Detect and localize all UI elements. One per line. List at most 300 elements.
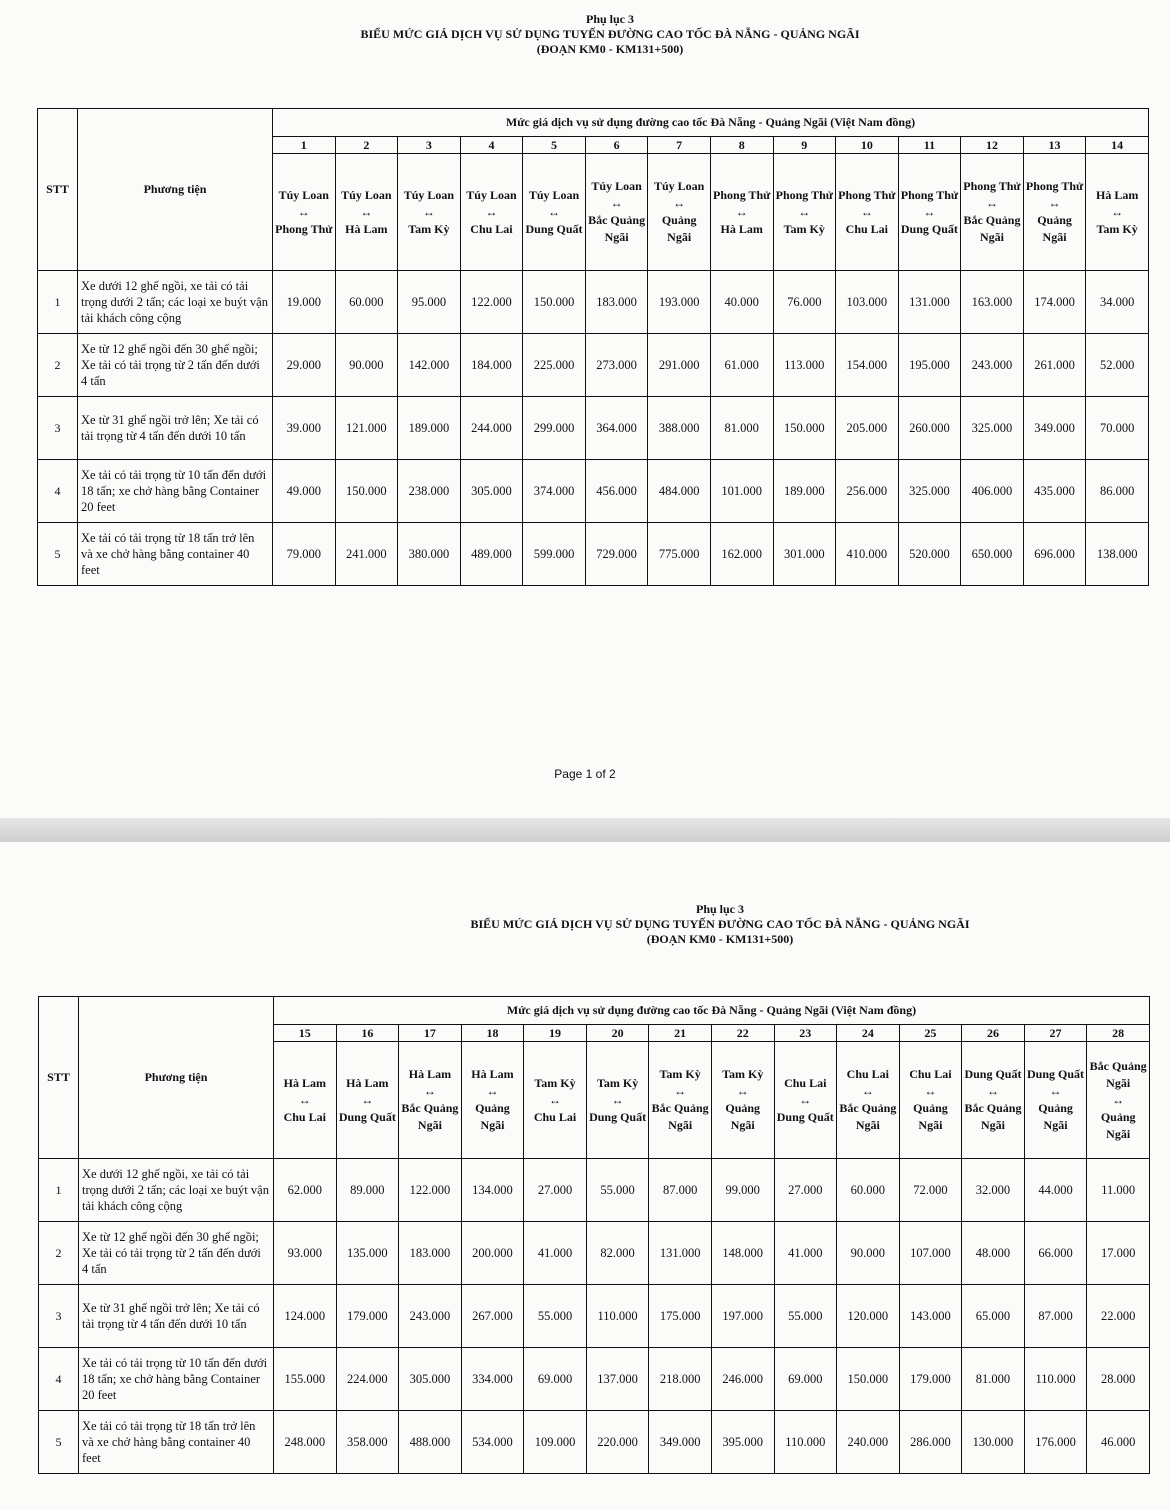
price-cell: 220.000 bbox=[586, 1411, 649, 1474]
route-to: Tam Kỳ bbox=[408, 221, 450, 236]
route-name-cell bbox=[398, 154, 461, 271]
route-number: 26 bbox=[962, 1025, 1025, 1042]
row-number: 3 bbox=[38, 397, 78, 460]
price-cell: 130.000 bbox=[962, 1411, 1025, 1474]
price-cell: 175.000 bbox=[649, 1285, 712, 1348]
price-cell: 110.000 bbox=[774, 1411, 837, 1474]
bidirectional-arrow-icon: ↔ bbox=[423, 1084, 436, 1098]
route-number: 3 bbox=[398, 137, 461, 154]
bidirectional-arrow-icon: ↔ bbox=[1112, 1092, 1125, 1107]
price-cell: 650.000 bbox=[961, 523, 1024, 586]
price-cell: 60.000 bbox=[837, 1159, 900, 1222]
price-cell: 89.000 bbox=[336, 1159, 399, 1222]
price-cell: 248.000 bbox=[274, 1411, 337, 1474]
row-number: 2 bbox=[39, 1222, 79, 1285]
bidirectional-arrow-icon: ↔ bbox=[485, 204, 498, 219]
route-from: Túy Loan bbox=[528, 187, 580, 202]
vehicle-description: Xe từ 12 ghế ngồi đến 30 ghế ngồi; Xe tải có tải trọng từ 2 tấn đến dưới 4 tấn bbox=[79, 1222, 274, 1285]
price-cell: 154.000 bbox=[836, 334, 899, 397]
route-from: Bắc Quảng Ngãi bbox=[1089, 1058, 1147, 1090]
price-cell: 120.000 bbox=[837, 1285, 900, 1348]
vehicle-header: Phương tiện bbox=[79, 997, 274, 1159]
table-row bbox=[38, 334, 1149, 397]
price-cell: 86.000 bbox=[1086, 460, 1149, 523]
bidirectional-arrow-icon: ↔ bbox=[924, 1084, 937, 1098]
route-name-cell bbox=[711, 1042, 774, 1159]
price-cell: 334.000 bbox=[461, 1348, 524, 1411]
route-name-cell bbox=[460, 154, 523, 271]
route-name-cell bbox=[1024, 1042, 1087, 1159]
route-to: Hà Lam bbox=[720, 221, 763, 236]
price-cell: 41.000 bbox=[524, 1222, 587, 1285]
route-name-cell bbox=[649, 1042, 712, 1159]
price-cell: 273.000 bbox=[585, 334, 648, 397]
route-name-cell bbox=[899, 1042, 962, 1159]
route-from: Hà Lam bbox=[346, 1075, 389, 1090]
price-cell: 44.000 bbox=[1024, 1159, 1087, 1222]
price-cell: 55.000 bbox=[524, 1285, 587, 1348]
price-cell: 61.000 bbox=[710, 334, 773, 397]
bidirectional-arrow-icon: ↔ bbox=[298, 1092, 311, 1107]
price-cell: 301.000 bbox=[773, 523, 836, 586]
price-cell: 374.000 bbox=[523, 460, 586, 523]
route-number: 27 bbox=[1024, 1025, 1087, 1042]
price-cell: 395.000 bbox=[711, 1411, 774, 1474]
price-group-header: Mức giá dịch vụ sử dụng đường cao tốc Đà Nẵng - Quảng Ngãi (Việt Nam đồng) bbox=[273, 109, 1149, 137]
route-to: Chu Lai bbox=[470, 221, 513, 236]
route-from: Túy Loan bbox=[466, 187, 517, 202]
price-cell: 174.000 bbox=[1023, 271, 1086, 334]
price-table bbox=[37, 108, 1149, 586]
table-row bbox=[38, 397, 1149, 460]
route-number: 1 bbox=[273, 137, 336, 154]
price-cell: 218.000 bbox=[649, 1348, 712, 1411]
route-number: 25 bbox=[899, 1025, 962, 1042]
bidirectional-arrow-icon: ↔ bbox=[361, 1092, 374, 1107]
price-cell: 137.000 bbox=[586, 1348, 649, 1411]
price-cell: 358.000 bbox=[336, 1411, 399, 1474]
price-cell: 81.000 bbox=[962, 1348, 1025, 1411]
route-name-cell bbox=[586, 1042, 649, 1159]
price-cell: 189.000 bbox=[398, 397, 461, 460]
route-number: 4 bbox=[460, 137, 523, 154]
price-cell: 39.000 bbox=[273, 397, 336, 460]
bidirectional-arrow-icon: ↔ bbox=[1048, 196, 1061, 210]
price-cell: 28.000 bbox=[1087, 1348, 1150, 1411]
route-to: Bắc Quảng Ngãi bbox=[651, 1101, 709, 1132]
route-name-cell bbox=[837, 1042, 900, 1159]
price-cell: 260.000 bbox=[898, 397, 961, 460]
price-cell: 69.000 bbox=[774, 1348, 837, 1411]
bidirectional-arrow-icon: ↔ bbox=[548, 204, 561, 219]
price-cell: 520.000 bbox=[898, 523, 961, 586]
bidirectional-arrow-icon: ↔ bbox=[297, 204, 310, 219]
appendix-label: Phụ lục 3 bbox=[695, 902, 744, 916]
route-from: Phong Thử bbox=[900, 187, 959, 202]
price-cell: 76.000 bbox=[773, 271, 836, 334]
route-number: 19 bbox=[524, 1025, 587, 1042]
price-cell: 93.000 bbox=[274, 1222, 337, 1285]
price-cell: 256.000 bbox=[836, 460, 899, 523]
route-to: Bắc Quảng Ngãi bbox=[588, 213, 646, 244]
route-number: 24 bbox=[837, 1025, 900, 1042]
price-cell: 150.000 bbox=[837, 1348, 900, 1411]
price-cell: 150.000 bbox=[523, 271, 586, 334]
price-cell: 135.000 bbox=[336, 1222, 399, 1285]
price-cell: 243.000 bbox=[961, 334, 1024, 397]
price-cell: 729.000 bbox=[585, 523, 648, 586]
vehicle-description: Xe dưới 12 ghế ngồi, xe tải có tải trọng dưới 2 tấn; các loại xe buýt vận tải khách công cộng bbox=[78, 271, 273, 334]
price-cell: 11.000 bbox=[1087, 1159, 1150, 1222]
price-cell: 60.000 bbox=[335, 271, 398, 334]
route-number: 9 bbox=[773, 137, 836, 154]
route-from: Túy Loan bbox=[341, 187, 392, 202]
route-number: 22 bbox=[711, 1025, 774, 1042]
price-cell: 534.000 bbox=[461, 1411, 524, 1474]
route-from: Túy Loan bbox=[653, 179, 705, 193]
route-number: 2 bbox=[335, 137, 398, 154]
price-cell: 205.000 bbox=[836, 397, 899, 460]
price-cell: 87.000 bbox=[649, 1159, 712, 1222]
route-to: Quảng Ngãi bbox=[1100, 1109, 1136, 1141]
route-name-cell bbox=[273, 154, 336, 271]
route-number: 17 bbox=[399, 1025, 462, 1042]
price-cell: 183.000 bbox=[585, 271, 648, 334]
route-name-cell bbox=[335, 154, 398, 271]
table-row bbox=[38, 460, 1149, 523]
price-cell: 109.000 bbox=[524, 1411, 587, 1474]
price-cell: 163.000 bbox=[961, 271, 1024, 334]
route-to: Chu Lai bbox=[533, 1109, 577, 1124]
stt-header: STT bbox=[39, 997, 79, 1159]
table-row bbox=[39, 1285, 1150, 1348]
bidirectional-arrow-icon: ↔ bbox=[798, 204, 811, 219]
route-name-cell bbox=[710, 154, 773, 271]
bidirectional-arrow-icon: ↔ bbox=[610, 196, 623, 210]
price-cell: 150.000 bbox=[773, 397, 836, 460]
price-cell: 435.000 bbox=[1023, 460, 1086, 523]
route-name-cell bbox=[585, 154, 648, 271]
section-label: (ĐOẠN KM0 - KM131+500) bbox=[536, 42, 684, 56]
price-cell: 113.000 bbox=[773, 334, 836, 397]
price-cell: 349.000 bbox=[1023, 397, 1086, 460]
route-from: Dung Quất bbox=[1027, 1067, 1085, 1081]
price-cell: 240.000 bbox=[837, 1411, 900, 1474]
price-cell: 488.000 bbox=[399, 1411, 462, 1474]
route-from: Túy Loan bbox=[591, 179, 642, 193]
table-row bbox=[39, 1348, 1150, 1411]
table-row bbox=[38, 523, 1149, 586]
route-to: Dung Quất bbox=[776, 1109, 834, 1124]
stt-header: STT bbox=[38, 109, 78, 271]
route-from: Hà Lam bbox=[283, 1075, 326, 1090]
page-header bbox=[300, 12, 920, 57]
route-from: Túy Loan bbox=[403, 187, 455, 202]
price-cell: 82.000 bbox=[586, 1222, 649, 1285]
route-name-cell bbox=[274, 1042, 337, 1159]
route-from: Dung Quất bbox=[964, 1067, 1022, 1081]
route-from: Phong Thử bbox=[775, 187, 833, 202]
price-cell: 90.000 bbox=[335, 334, 398, 397]
row-number: 5 bbox=[39, 1411, 79, 1474]
price-cell: 103.000 bbox=[836, 271, 899, 334]
price-cell: 291.000 bbox=[648, 334, 711, 397]
bidirectional-arrow-icon: ↔ bbox=[735, 204, 748, 219]
bidirectional-arrow-icon: ↔ bbox=[1111, 204, 1124, 219]
price-cell: 110.000 bbox=[586, 1285, 649, 1348]
price-cell: 17.000 bbox=[1087, 1222, 1150, 1285]
route-number: 23 bbox=[774, 1025, 837, 1042]
route-from: Chu Lai bbox=[784, 1075, 827, 1090]
route-to: Quảng Ngãi bbox=[725, 1101, 761, 1132]
route-name-cell bbox=[336, 1042, 399, 1159]
table-row bbox=[39, 1159, 1150, 1222]
price-cell: 65.000 bbox=[962, 1285, 1025, 1348]
route-to: Dung Quất bbox=[589, 1109, 647, 1124]
appendix-label: Phụ lục 3 bbox=[585, 12, 634, 26]
route-number: 16 bbox=[336, 1025, 399, 1042]
route-from: Tam Kỳ bbox=[722, 1067, 764, 1081]
price-cell: 155.000 bbox=[274, 1348, 337, 1411]
document-title: BIỂU MỨC GIÁ DỊCH VỤ SỬ DỤNG TUYẾN ĐƯỜNG CAO TỐC ĐÀ NẴNG - QUẢNG NGÃI bbox=[360, 27, 860, 41]
route-from: Tam Kỳ bbox=[596, 1075, 639, 1090]
price-cell: 27.000 bbox=[524, 1159, 587, 1222]
vehicle-description: Xe tải có tải trọng từ 18 tấn trở lên và xe chở hàng bằng container 40 feet bbox=[78, 523, 273, 586]
route-name-cell bbox=[399, 1042, 462, 1159]
price-body bbox=[38, 271, 1149, 586]
vehicle-header: Phương tiện bbox=[78, 109, 273, 271]
price-cell: 131.000 bbox=[649, 1222, 712, 1285]
bidirectional-arrow-icon: ↔ bbox=[674, 1084, 687, 1098]
price-cell: 62.000 bbox=[274, 1159, 337, 1222]
route-from: Tam Kỳ bbox=[659, 1067, 701, 1081]
page-header bbox=[400, 902, 1040, 947]
price-cell: 189.000 bbox=[773, 460, 836, 523]
route-name-cell bbox=[1023, 154, 1086, 271]
route-name-cell bbox=[962, 1042, 1025, 1159]
bidirectional-arrow-icon: ↔ bbox=[986, 1084, 999, 1098]
price-cell: 696.000 bbox=[1023, 523, 1086, 586]
price-cell: 243.000 bbox=[399, 1285, 462, 1348]
route-to: Tam Kỳ bbox=[1096, 221, 1138, 236]
route-number: 20 bbox=[586, 1025, 649, 1042]
bidirectional-arrow-icon: ↔ bbox=[549, 1092, 562, 1107]
route-number: 12 bbox=[961, 137, 1024, 154]
route-to: Quảng Ngãi bbox=[1037, 213, 1072, 244]
price-cell: 179.000 bbox=[899, 1348, 962, 1411]
route-name-cell bbox=[648, 154, 711, 271]
page-footer: Page 1 of 2 bbox=[554, 767, 616, 781]
bidirectional-arrow-icon: ↔ bbox=[673, 196, 686, 210]
price-cell: 87.000 bbox=[1024, 1285, 1087, 1348]
price-cell: 72.000 bbox=[899, 1159, 962, 1222]
price-cell: 40.000 bbox=[710, 271, 773, 334]
price-cell: 134.000 bbox=[461, 1159, 524, 1222]
price-cell: 79.000 bbox=[273, 523, 336, 586]
price-cell: 131.000 bbox=[898, 271, 961, 334]
price-cell: 183.000 bbox=[399, 1222, 462, 1285]
price-cell: 46.000 bbox=[1087, 1411, 1150, 1474]
price-cell: 244.000 bbox=[460, 397, 523, 460]
document-page-2 bbox=[0, 842, 1170, 1510]
route-to: Quảng Ngãi bbox=[475, 1101, 510, 1132]
price-cell: 70.000 bbox=[1086, 397, 1149, 460]
bidirectional-arrow-icon: ↔ bbox=[736, 1084, 749, 1098]
price-cell: 246.000 bbox=[711, 1348, 774, 1411]
price-cell: 406.000 bbox=[961, 460, 1024, 523]
bidirectional-arrow-icon: ↔ bbox=[860, 204, 873, 219]
vehicle-description: Xe tải có tải trọng từ 18 tấn trở lên và xe chở hàng bằng container 40 feet bbox=[79, 1411, 274, 1474]
route-to: Phong Thử bbox=[275, 221, 333, 236]
route-name-cell bbox=[524, 1042, 587, 1159]
route-to: Chu Lai bbox=[283, 1109, 326, 1124]
price-cell: 410.000 bbox=[836, 523, 899, 586]
route-from: Chu Lai bbox=[909, 1067, 952, 1081]
price-cell: 138.000 bbox=[1086, 523, 1149, 586]
route-name-cell bbox=[773, 154, 836, 271]
price-cell: 34.000 bbox=[1086, 271, 1149, 334]
vehicle-description: Xe từ 12 ghế ngồi đến 30 ghế ngồi; Xe tải có tải trọng từ 2 tấn đến dưới 4 tấn bbox=[78, 334, 273, 397]
route-number: 28 bbox=[1087, 1025, 1150, 1042]
route-name-cell bbox=[961, 154, 1024, 271]
price-cell: 305.000 bbox=[399, 1348, 462, 1411]
price-cell: 66.000 bbox=[1024, 1222, 1087, 1285]
price-cell: 55.000 bbox=[774, 1285, 837, 1348]
route-name-cell bbox=[523, 154, 586, 271]
route-to: Dung Quất bbox=[525, 221, 583, 236]
route-to: Quảng Ngãi bbox=[661, 213, 697, 244]
bidirectional-arrow-icon: ↔ bbox=[799, 1092, 812, 1107]
document-title: BIỂU MỨC GIÁ DỊCH VỤ SỬ DỤNG TUYẾN ĐƯỜNG CAO TỐC ĐÀ NẴNG - QUẢNG NGÃI bbox=[470, 917, 970, 931]
price-cell: 456.000 bbox=[585, 460, 648, 523]
route-to: Quảng Ngãi bbox=[913, 1101, 948, 1132]
price-cell: 121.000 bbox=[335, 397, 398, 460]
route-to: Tam Kỳ bbox=[783, 221, 825, 236]
price-table bbox=[38, 996, 1150, 1474]
price-cell: 110.000 bbox=[1024, 1348, 1087, 1411]
vehicle-description: Xe tải có tải trọng từ 10 tấn đến dưới 18 tấn; xe chở hàng bằng Container 20 feet bbox=[79, 1348, 274, 1411]
route-name-cell bbox=[1086, 154, 1149, 271]
price-cell: 225.000 bbox=[523, 334, 586, 397]
row-number: 2 bbox=[38, 334, 78, 397]
route-number: 11 bbox=[898, 137, 961, 154]
page-separator bbox=[0, 818, 1170, 842]
route-from: Phong Thử bbox=[713, 187, 771, 202]
route-number: 18 bbox=[461, 1025, 524, 1042]
route-from: Hà Lam bbox=[408, 1067, 452, 1081]
price-cell: 32.000 bbox=[962, 1159, 1025, 1222]
price-cell: 48.000 bbox=[962, 1222, 1025, 1285]
price-cell: 179.000 bbox=[336, 1285, 399, 1348]
price-cell: 184.000 bbox=[460, 334, 523, 397]
route-to: Bắc Quảng Ngãi bbox=[963, 213, 1021, 244]
price-cell: 49.000 bbox=[273, 460, 336, 523]
price-cell: 224.000 bbox=[336, 1348, 399, 1411]
route-number: 6 bbox=[585, 137, 648, 154]
bidirectional-arrow-icon: ↔ bbox=[923, 204, 936, 219]
price-cell: 148.000 bbox=[711, 1222, 774, 1285]
price-cell: 197.000 bbox=[711, 1285, 774, 1348]
price-cell: 150.000 bbox=[335, 460, 398, 523]
price-cell: 29.000 bbox=[273, 334, 336, 397]
route-from: Phong Thử bbox=[838, 187, 896, 202]
price-cell: 299.000 bbox=[523, 397, 586, 460]
route-number: 13 bbox=[1023, 137, 1086, 154]
route-to: Bắc Quảng Ngãi bbox=[964, 1101, 1022, 1132]
row-number: 1 bbox=[39, 1159, 79, 1222]
price-cell: 238.000 bbox=[398, 460, 461, 523]
price-cell: 122.000 bbox=[399, 1159, 462, 1222]
route-to: Chu Lai bbox=[845, 221, 889, 236]
table-row bbox=[39, 1222, 1150, 1285]
price-cell: 22.000 bbox=[1087, 1285, 1150, 1348]
price-cell: 95.000 bbox=[398, 271, 461, 334]
price-cell: 325.000 bbox=[961, 397, 1024, 460]
price-cell: 52.000 bbox=[1086, 334, 1149, 397]
route-to: Dung Quất bbox=[338, 1109, 396, 1124]
price-cell: 286.000 bbox=[899, 1411, 962, 1474]
route-number: 8 bbox=[710, 137, 773, 154]
bidirectional-arrow-icon: ↔ bbox=[486, 1084, 499, 1098]
section-label: (ĐOẠN KM0 - KM131+500) bbox=[646, 932, 794, 946]
route-number: 14 bbox=[1086, 137, 1149, 154]
price-cell: 55.000 bbox=[586, 1159, 649, 1222]
price-cell: 349.000 bbox=[649, 1411, 712, 1474]
bidirectional-arrow-icon: ↔ bbox=[611, 1092, 624, 1107]
price-cell: 484.000 bbox=[648, 460, 711, 523]
route-from: Phong Thử bbox=[1025, 179, 1084, 193]
bidirectional-arrow-icon: ↔ bbox=[422, 204, 435, 219]
row-number: 4 bbox=[39, 1348, 79, 1411]
price-cell: 176.000 bbox=[1024, 1411, 1087, 1474]
price-cell: 305.000 bbox=[460, 460, 523, 523]
route-number: 15 bbox=[274, 1025, 337, 1042]
price-cell: 599.000 bbox=[523, 523, 586, 586]
route-to: Hà Lam bbox=[345, 221, 388, 236]
price-cell: 124.000 bbox=[274, 1285, 337, 1348]
price-cell: 27.000 bbox=[774, 1159, 837, 1222]
price-cell: 267.000 bbox=[461, 1285, 524, 1348]
price-cell: 81.000 bbox=[710, 397, 773, 460]
vehicle-description: Xe dưới 12 ghế ngồi, xe tải có tải trọng dưới 2 tấn; các loại xe buýt vận tải khách công cộng bbox=[79, 1159, 274, 1222]
route-from: Hà Lam bbox=[471, 1067, 514, 1081]
route-name-cell bbox=[774, 1042, 837, 1159]
route-number: 5 bbox=[523, 137, 586, 154]
price-cell: 489.000 bbox=[460, 523, 523, 586]
price-cell: 388.000 bbox=[648, 397, 711, 460]
price-cell: 162.000 bbox=[710, 523, 773, 586]
price-cell: 99.000 bbox=[711, 1159, 774, 1222]
price-cell: 325.000 bbox=[898, 460, 961, 523]
vehicle-description: Xe tải có tải trọng từ 10 tấn đến dưới 18 tấn; xe chở hàng bằng Container 20 feet bbox=[78, 460, 273, 523]
route-from: Phong Thử bbox=[963, 179, 1021, 193]
price-cell: 122.000 bbox=[460, 271, 523, 334]
route-from: Hà Lam bbox=[1095, 187, 1139, 202]
table-row bbox=[39, 1411, 1150, 1474]
price-cell: 241.000 bbox=[335, 523, 398, 586]
price-cell: 200.000 bbox=[461, 1222, 524, 1285]
price-cell: 775.000 bbox=[648, 523, 711, 586]
route-to: Bắc Quảng Ngãi bbox=[401, 1101, 459, 1132]
price-cell: 380.000 bbox=[398, 523, 461, 586]
row-number: 3 bbox=[39, 1285, 79, 1348]
price-group-header: Mức giá dịch vụ sử dụng đường cao tốc Đà Nẵng - Quảng Ngãi (Việt Nam đồng) bbox=[274, 997, 1150, 1025]
route-number: 10 bbox=[836, 137, 899, 154]
route-name-cell bbox=[898, 154, 961, 271]
price-cell: 90.000 bbox=[837, 1222, 900, 1285]
bidirectional-arrow-icon: ↔ bbox=[985, 196, 998, 210]
route-to: Bắc Quảng Ngãi bbox=[839, 1101, 897, 1132]
